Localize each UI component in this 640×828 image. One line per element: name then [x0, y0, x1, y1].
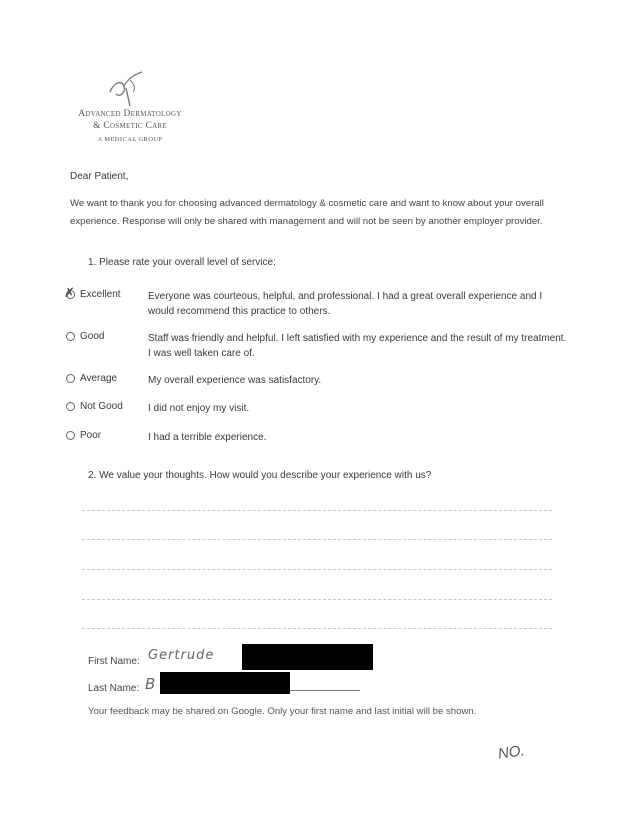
radio-average[interactable]	[66, 374, 75, 383]
intro-paragraph: We want to thank you for choosing advanced dermatology & cosmetic care and want to know about your overall experience. Response will only be shared with management and will not be seen by another employer provider.	[70, 198, 544, 227]
brand-line2: & Cosmetic Care	[92, 121, 168, 131]
option-label: Average	[80, 373, 118, 384]
option-description: My overall experience was satisfactory.	[148, 375, 322, 386]
first-name-value[interactable]: Gertrude	[148, 648, 215, 663]
option-poor[interactable]	[66, 430, 566, 448]
redaction-bar	[160, 672, 290, 694]
brand-line3: A MEDICAL GROUP	[97, 136, 163, 143]
footer-note: Your feedback may be shared on Google. Only your first name and last initial will be shown.	[88, 706, 477, 717]
answer-line[interactable]	[82, 569, 552, 570]
answer-line[interactable]	[82, 628, 552, 629]
option-description: Staff was friendly and helpful. I left satisfied with my experience and the result of my treatment. I was well taken care of.	[148, 333, 567, 359]
logo-icon	[100, 70, 150, 110]
check-mark-icon: ✗	[64, 286, 75, 301]
first-name-label: First Name:	[88, 656, 140, 667]
option-excellent[interactable]	[64, 286, 566, 321]
greeting: Dear Patient,	[70, 171, 129, 182]
option-description: I did not enjoy my visit.	[148, 403, 250, 414]
brand-line1: Advanced Dermatology	[78, 109, 182, 119]
brand-block	[60, 108, 200, 143]
option-label: Good	[80, 331, 105, 342]
handwritten-note: NO.	[496, 742, 526, 763]
option-description: Everyone was courteous, helpful, and professional. I had a great overall experience and I would recommend this practice to others.	[148, 291, 543, 317]
option-description: I had a terrible experience.	[148, 432, 267, 443]
answer-line[interactable]	[82, 599, 552, 600]
last-name-underline	[290, 690, 360, 691]
option-label: Excellent	[80, 289, 121, 300]
last-name-value[interactable]: B	[145, 675, 157, 693]
question-2: 2. We value your thoughts. How would you describe your experience with us?	[88, 470, 432, 481]
option-average[interactable]	[66, 373, 566, 391]
answer-line[interactable]	[82, 539, 552, 540]
option-label: Not Good	[80, 401, 123, 412]
radio-good[interactable]	[66, 332, 75, 341]
option-good[interactable]	[66, 331, 566, 363]
radio-not-good[interactable]	[66, 402, 75, 411]
radio-poor[interactable]	[66, 431, 75, 440]
option-label: Poor	[80, 430, 102, 441]
question-1: 1. Please rate your overall level of service:	[88, 257, 276, 268]
last-name-label: Last Name:	[88, 683, 140, 694]
redaction-bar	[242, 644, 373, 670]
answer-line[interactable]	[82, 510, 552, 511]
option-not-good[interactable]	[66, 401, 566, 419]
